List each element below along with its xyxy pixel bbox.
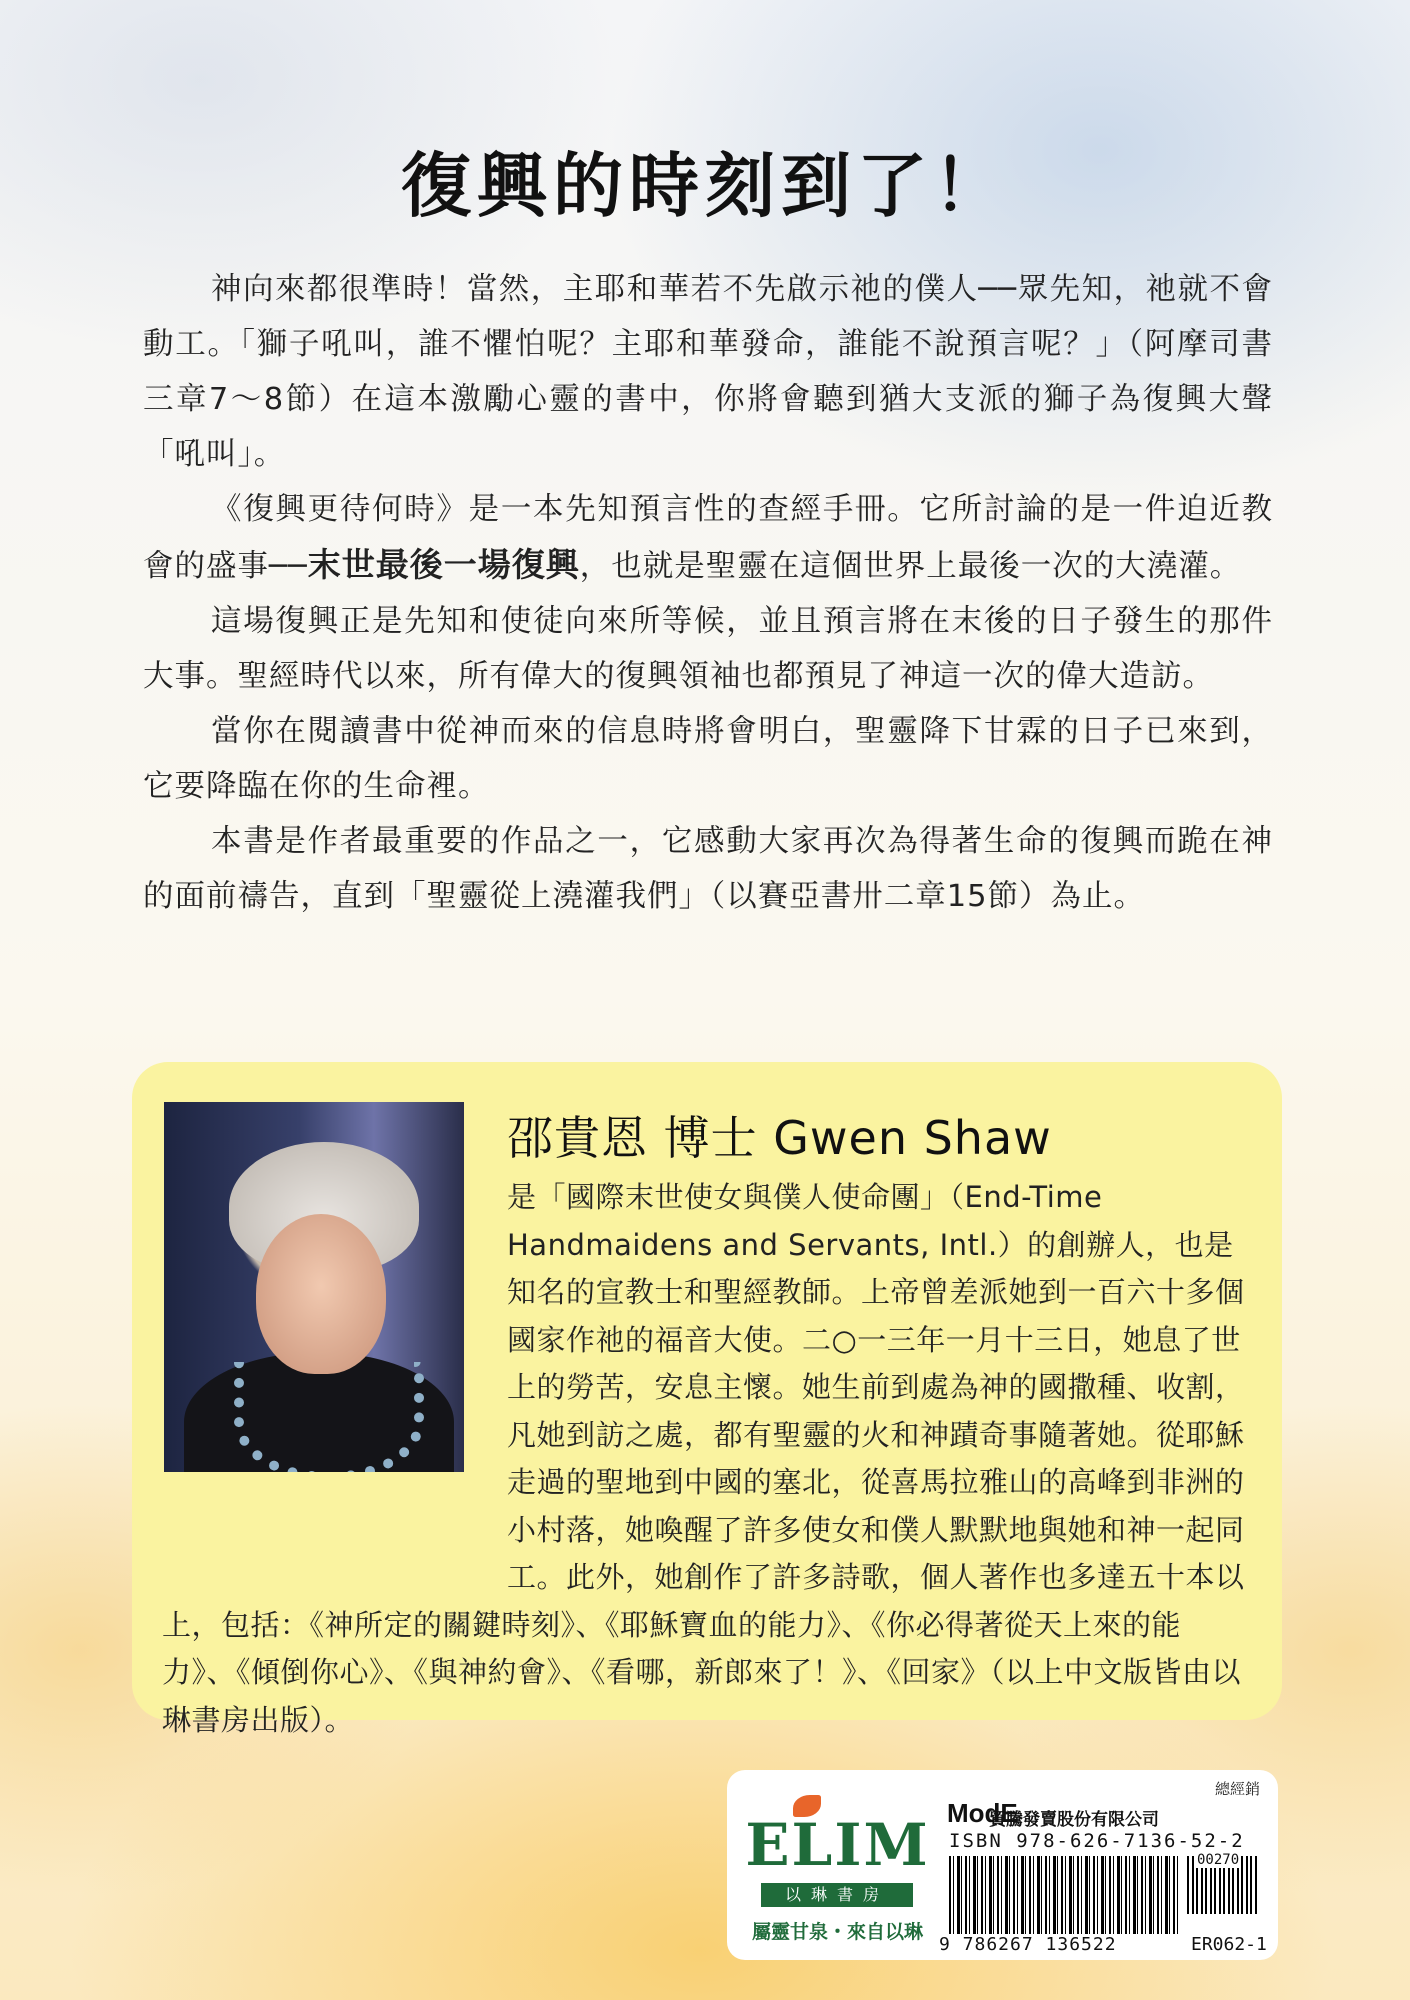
elim-logo — [745, 1795, 930, 1950]
barcode — [949, 1856, 1179, 1934]
logo-word: ELIM — [745, 1811, 930, 1879]
product-code: ER062-1 — [1191, 1934, 1267, 1955]
author-name: 邵貴恩 博士 Gwen Shaw — [507, 1111, 1052, 1165]
page-title: 復興的時刻到了！ — [401, 145, 1009, 227]
paragraph-1: 神向來都很準時！當然，主耶和華若不先啟示祂的僕人──眾先知，祂就不會動工。「獅子吼叫，誰不懼怕呢？主耶和華發命，誰能不說預言呢？」（阿摩司書三章7～8節）在這本激勵心靈的書中，你將會聽到猶大支派的獅子為復興大聲「吼叫」。 — [143, 272, 1274, 472]
logo-subtitle: 以琳書房 — [761, 1883, 913, 1907]
scripture-quote: 「獅子吼叫，誰不懼怕呢？主耶和華發命，誰能不說預言呢？」 — [239, 327, 1128, 362]
logo-slogan: 屬靈甘泉・來自以琳 — [751, 1921, 923, 1943]
emphasis-text: 末世最後一場復興 — [307, 545, 580, 584]
publisher-box — [727, 1770, 1278, 1960]
paragraph-2: 《復興更待何時》是一本先知預言性的查經手冊。它所討論的是一件迫近教會的盛事──末世最後一場復興，也就是聖靈在這個世界上最後一次的大澆灌。 — [143, 492, 1273, 584]
distributor-label: 總經銷 — [1214, 1780, 1260, 1798]
paragraph-4: 當你在閱讀書中從神而來的信息時將會明白，聖靈降下甘霖的日子已來到，它要降臨在你的生命裡。 — [143, 714, 1273, 804]
paragraph-3: 這場復興正是先知和使徒向來所等候，並且預言將在末後的日子發生的那件大事。聖經時代以來，所有偉大的復興領袖也都預見了神這一次的偉大造訪。 — [143, 604, 1273, 694]
author-box — [132, 1062, 1282, 1737]
ean-number: 9 786267 136522 — [939, 1934, 1117, 1955]
author-bio: 是「國際末世使女與僕人使命團」（End-Time Handmaidens and Servants, Intl.）的創辦人，也是知名的宣教士和聖經教師。上帝曾差派她到一百六十多個國家作祂的福音大使。二○一三年一月十三日，她息了世上的勞苦，安息主懷。她生前到處為神的國撒種、收割，凡她到訪之處，都有聖靈的火和神蹟奇事隨著她。從耶穌走過的聖地到中國的塞北，從喜馬拉雅山的高峰到非洲的小村落，她喚醒了許多使女和僕人默默地與她和神一起同工。此外，她創作了許多詩歌，個人著作也多達五十本以上，包括：《神所定的關鍵時刻》、《耶穌寶血的能力》、《你必得著從天上來的能力》、《傾倒你心》、《與神約會》、《看哪，新郎來了！》、《回家》（以上中文版皆由以琳書房出版）。 — [162, 1180, 1245, 1737]
distributor-name: 貿騰發賣股份有限公司 — [989, 1810, 1159, 1830]
book-description — [143, 262, 1273, 924]
paragraph-5: 本書是作者最重要的作品之一，它感動大家再次為得著生命的復興而跪在神的面前禱告，直到「聖靈從上澆灌我們」（以賽亞書卅二章15節）為止。 — [143, 824, 1273, 914]
distributor-brand: ModE — [947, 1798, 1018, 1828]
addon-number: 00270 — [1197, 1852, 1240, 1868]
scripture-quote: 「聖靈從上澆灌我們」 — [395, 879, 710, 914]
isbn-text: ISBN 978-626-7136-52-2 — [949, 1830, 1245, 1852]
